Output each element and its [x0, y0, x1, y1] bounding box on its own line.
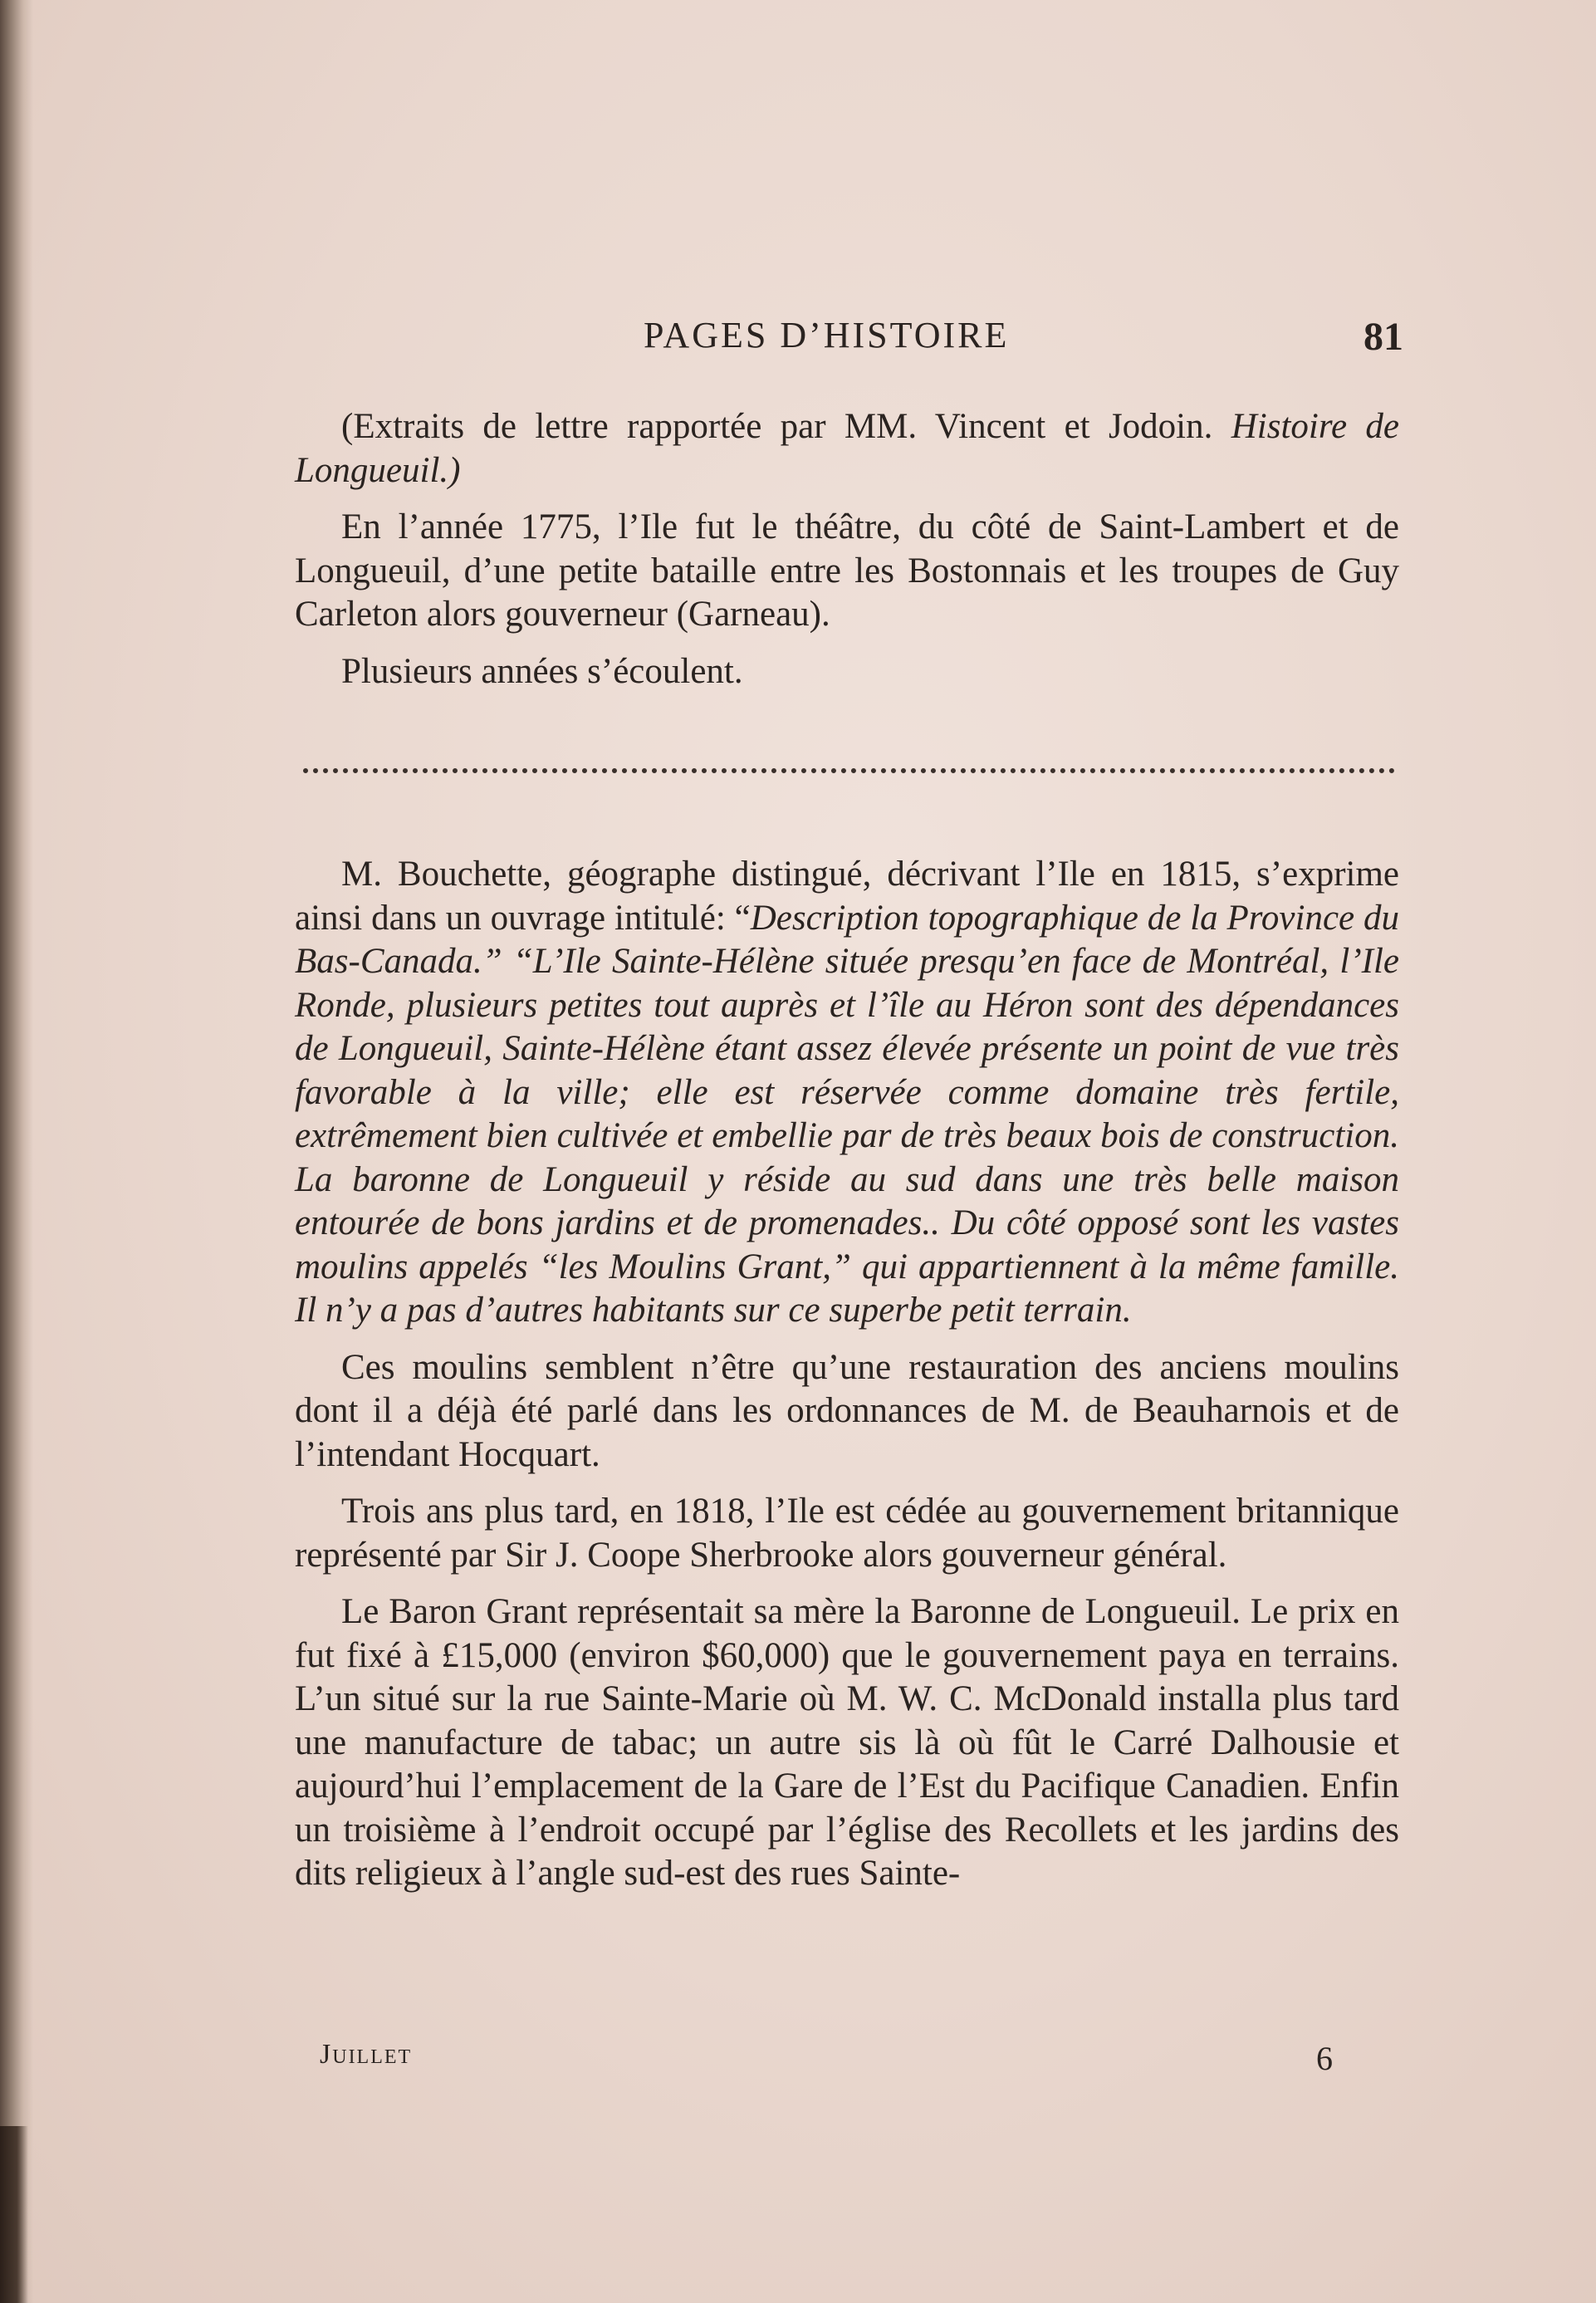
running-title: PAGES D’HISTOIRE: [644, 315, 1010, 355]
signature-number: 6: [1316, 2040, 1333, 2077]
extract-source-text: (Extraits de lettre rapportée par MM. Vincent et Jodoin.: [341, 407, 1213, 446]
paragraph-bouchette: [295, 853, 1399, 1333]
page-number: 81: [1363, 315, 1403, 359]
running-head: [299, 314, 1403, 364]
signature-mark: Juillet: [320, 2039, 413, 2070]
section-one: [295, 405, 1399, 693]
section-two: [295, 853, 1399, 1896]
section-separator-dots: [303, 752, 1395, 773]
paragraph-extract-source: [295, 405, 1399, 492]
paragraph-1775: En l’année 1775, l’Ile fut le théâtre, du côté de Saint-Lambert et de Longueuil, d’une petite bataille entre les Bostonnais et les troupes de Guy Carleton alors gouverneur (Garneau).: [295, 507, 1399, 634]
book-binding-shadow: [0, 2126, 28, 2303]
paragraph-years-pass: Plusieurs années s’écoulent.: [341, 651, 743, 691]
bouchette-intro: M. Bouchette, géographe distingué, décrivant l’Ile en 1815, s’exprime ainsi dans un ouvrage intitulé: “: [295, 855, 1399, 938]
bouchette-quote: Description topographique de la Province du Bas-Canada.” “L’Ile Sainte-Hélène située presqu’en face de Montréal, l’Ile Ronde, plusieurs petites tout auprès et l’île au Héron sont des dépendances de Longueuil, Sainte-Hélène étant assez élevée présente un point de vue très favorable à la ville; elle est réservée comme domaine très fertile, extrêmement bien cultivée et embellie par de très beaux bois de construction. La baronne de Longueuil y réside au sud dans une très belle maison entourée de bons jardins et de promenades.. Du côté opposé sont les vastes moulins appelés “les Moulins Grant,” qui appartiennent à la même famille. Il n’y a pas d’autres habitants sur ce superbe petit terrain.: [295, 898, 1400, 1330]
paragraph-1818: Trois ans plus tard, en 1818, l’Ile est cédée au gouvernement britannique représenté par Sir J. Coope Sherbrooke alors gouverneur général.: [295, 1492, 1399, 1575]
book-binding-edge: [0, 0, 33, 2303]
extract-source-title: Histoire de Longueuil.): [295, 407, 1400, 490]
paragraph-mills: Ces moulins semblent n’être qu’une restauration des anciens moulins dont il a déjà été parlé dans les ordonnances de M. de Beauharnois et de l’intendant Hocquart.: [295, 1347, 1399, 1474]
paragraph-baron-grant: Le Baron Grant représentait sa mère la Baronne de Longueuil. Le prix en fut fixé à £15,000 (environ $60,000) que le gouvernement paya en terrains. L’un situé sur la rue Sainte-Marie où M. W. C. McDonald installa plus tard une manufacture de tabac; un autre sis là où fût le Carré Dalhousie et aujourd’hui l’emplacement de la Gare de l’Est du Pacifique Canadien. Enfin un troisième à l’endroit occupé par l’église des Recollets et les jardins des dits religieux à l’angle sud-est des rues Sainte-: [295, 1592, 1399, 1893]
